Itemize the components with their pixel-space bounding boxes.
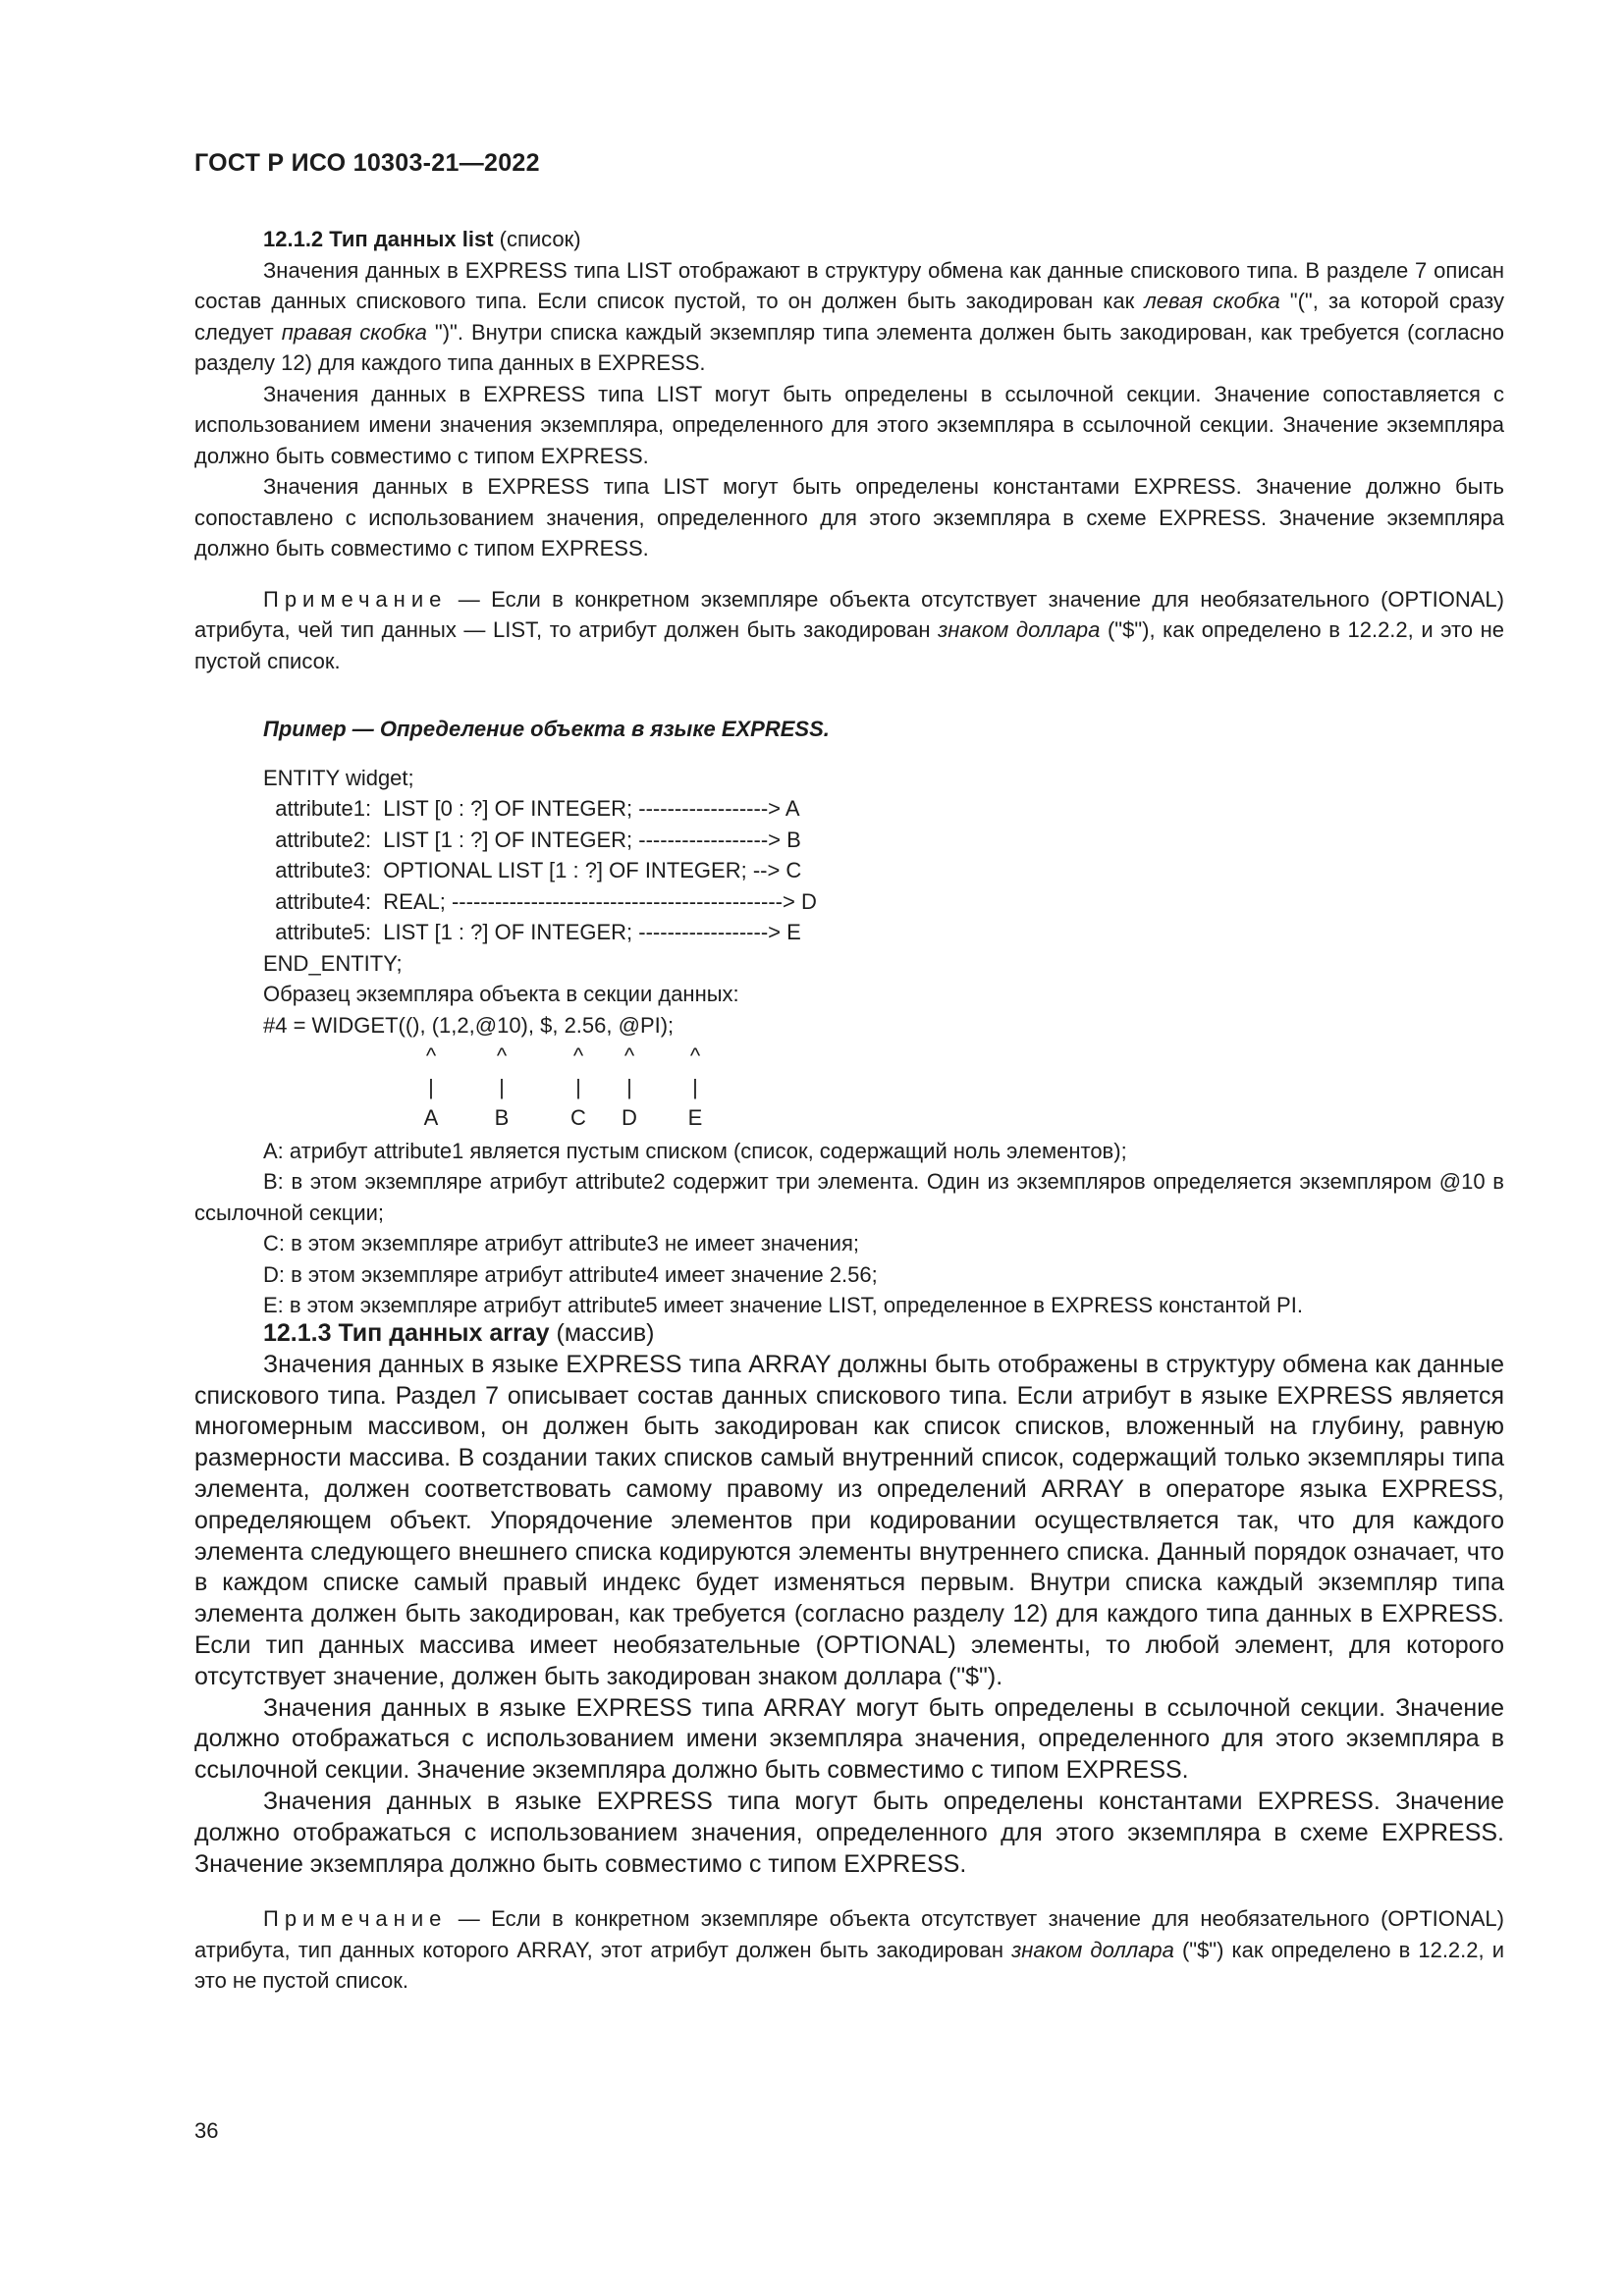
code-line: ENTITY widget; (263, 765, 414, 790)
code-line: END_ENTITY; (263, 950, 403, 976)
paragraph-text: Значения данных в EXPRESS типа LIST отображают в структуру обмена как данные спискового типа. В разделе 7 описан состав данных спискового типа. Если список пустой, то он должен быть закодирован как (194, 257, 1504, 313)
paragraph-text: "(", за которой сразу следует (194, 289, 1504, 345)
pointer-letter: B (494, 1105, 510, 1130)
section-title: Тип данных list (329, 227, 494, 251)
section-title-paren: (список) (493, 227, 581, 251)
pointer-caret-row (263, 1041, 1504, 1072)
pointer-bar: | (428, 1074, 434, 1099)
note-text: — Если в конкретном экземпляре объекта отсутствует значение для необязательного (OPTIONAL) атрибута, тип данных которого ARRAY, этот атрибут должен быть закодирован (194, 1906, 1504, 1962)
explanation-item: D: в этом экземпляре атрибут attribute4 имеет значение 2.56; (263, 1261, 878, 1287)
pointer-letter: C (570, 1105, 586, 1130)
paragraph-text: ")". Внутри списка каждый экземпляр типа элемента должен быть закодирован, как требуется (согласно разделу 12) для каждого типа данных в EXPRESS. (194, 319, 1504, 375)
italic-term: знаком доллара (1011, 1937, 1174, 1962)
section-number: 12.1.2 (263, 227, 324, 251)
section-number: 12.1.3 (263, 1319, 332, 1347)
note-text: ("$"), как определено в 12.2.2, и это не пустой список. (194, 617, 1504, 673)
paragraph: Значения данных в языке EXPRESS типа ARRAY могут быть определены в ссылочной секции. Значение должно отображаться с использованием имени экземпляра значения, определенного для этого экземпляра в ссылочной секции. Значение экземпляра должно быть совместимо с типом EXPRESS. (194, 1693, 1504, 1785)
pointer-bar: | (499, 1074, 505, 1099)
code-line: #4 = WIDGET((), (1,2,@10), $, 2.56, @PI); (263, 1012, 675, 1038)
code-line: attribute5: LIST [1 : ?] OF INTEGER; ------------------> E (263, 920, 801, 944)
code-line: attribute4: REAL; ----------------------------------------------> D (263, 888, 817, 914)
note-label: Примечание (263, 586, 448, 612)
section-title: Тип данных array (338, 1319, 550, 1347)
document-header-title: ГОСТ Р ИСО 10303-21—2022 (194, 149, 540, 177)
paragraph (194, 255, 1504, 379)
code-line: attribute1: LIST [0 : ?] OF INTEGER; ------------------> A (263, 796, 800, 821)
section-heading (194, 224, 1504, 255)
code-line: attribute2: LIST [1 : ?] OF INTEGER; ------------------> B (263, 827, 801, 852)
pointer-caret: ^ (689, 1043, 701, 1068)
note (194, 1903, 1504, 1997)
section-heading (194, 1318, 1504, 1350)
italic-term: правая скобка (281, 319, 427, 345)
pointer-letter-row (263, 1102, 1504, 1134)
paragraph: Значения данных в языке EXPRESS типа могут быть определены константами EXPRESS. Значение должно отображаться с использованием значения, определенного для этого экземпляра в схеме EXPRESS. Значение экземпляра должно быть совместимо с типом EXPRESS. (194, 1787, 1504, 1878)
pointer-letter: A (423, 1105, 439, 1130)
section-12-1-3 (194, 1318, 1504, 1997)
italic-term: левая скобка (1144, 289, 1280, 313)
explanation-item: B: в этом экземпляре атрибут attribute2 содержит три элемента. Один из экземпляров определяется экземпляром @10 в ссылочной секции; (194, 1169, 1504, 1225)
paragraph: Значения данных в EXPRESS типа LIST могут быть определены в ссылочной секции. Значение сопоставляется с использованием имени значения экземпляра, определенного для этого экземпляра в ссылочной секции. Значение экземпляра должно быть совместимо с типом EXPRESS. (194, 381, 1504, 468)
paragraph: Значения данных в EXPRESS типа LIST могут быть определены константами EXPRESS. Значение должно быть сопоставлено с использованием значения, определенного для этого экземпляра в схеме EXPRESS. Значение экземпляра должно быть совместимо с типом EXPRESS. (194, 474, 1504, 561)
pointer-bar-row (263, 1072, 1504, 1103)
pointer-caret: ^ (496, 1043, 508, 1068)
explanation-item: E: в этом экземпляре атрибут attribute5 имеет значение LIST, определенное в EXPRESS константой PI. (263, 1293, 1303, 1317)
page-number: 36 (194, 2118, 219, 2143)
code-example (263, 763, 1504, 1134)
example-explanations (194, 1136, 1504, 1321)
code-line: Образец экземпляра объекта в секции данных: (263, 982, 739, 1006)
paragraph: Значения данных в языке EXPRESS типа ARRAY должны быть отображены в структуру обмена как данные спискового типа. Раздел 7 описывает состав данных спискового типа. Если атрибут в языке EXPRESS является многомерным массивом, он должен быть закодирован как список списков, вложенный на глубину, равную размерности массива. В создании таких списков самый внутренний список, содержащий только экземпляры типа элемента, должен соответствовать самому правому из определений ARRAY в операторе языка EXPRESS, определяющем объект. Упорядочение элементов при кодировании осуществляется так, что для каждого элемента следующего внешнего списка кодируются элементы внутреннего списка. Данный порядок означает, что в каждом списке самый правый индекс будет изменяться первым. Внутри списка каждый экземпляр типа элемента должен быть закодирован, как требуется (согласно разделу 12) для каждого типа данных в EXPRESS. Если тип данных массива имеет необязательные (OPTIONAL) элементы, то любой элемент, для которого отсутствует значение, должен быть закодирован знаком доллара ("$"). (194, 1350, 1504, 1690)
note-text: — Если в конкретном экземпляре объекта отсутствует значение для необязательного (OPTIONAL) атрибута, чей тип данных — LIST, то атрибут должен быть закодирован (194, 586, 1504, 642)
explanation-item: A: атрибут attribute1 является пустым списком (список, содержащий ноль элементов); (263, 1138, 1127, 1163)
pointer-caret: ^ (623, 1043, 635, 1068)
note (194, 584, 1504, 677)
pointer-caret: ^ (425, 1043, 437, 1068)
pointer-bar: | (575, 1074, 581, 1099)
pointer-bar: | (626, 1074, 632, 1099)
example-title: Пример — Определение объекта в языке EXPRESS. (263, 717, 830, 741)
italic-term: знаком доллара (938, 617, 1101, 642)
code-line: attribute3: OPTIONAL LIST [1 : ?] OF INTEGER; --> C (263, 858, 802, 882)
section-12-1-2 (194, 224, 1504, 1321)
pointer-letter: D (622, 1105, 637, 1130)
explanation-item: C: в этом экземпляре атрибут attribute3 не имеет значения; (263, 1231, 859, 1255)
section-title-paren: (массив) (549, 1319, 655, 1347)
pointer-letter: E (687, 1105, 703, 1130)
note-text: ("$") как определено в 12.2.2, и это не пустой список. (194, 1937, 1504, 1994)
pointer-caret: ^ (572, 1043, 584, 1068)
note-label: Примечание (263, 1906, 448, 1932)
pointer-bar: | (692, 1074, 698, 1099)
